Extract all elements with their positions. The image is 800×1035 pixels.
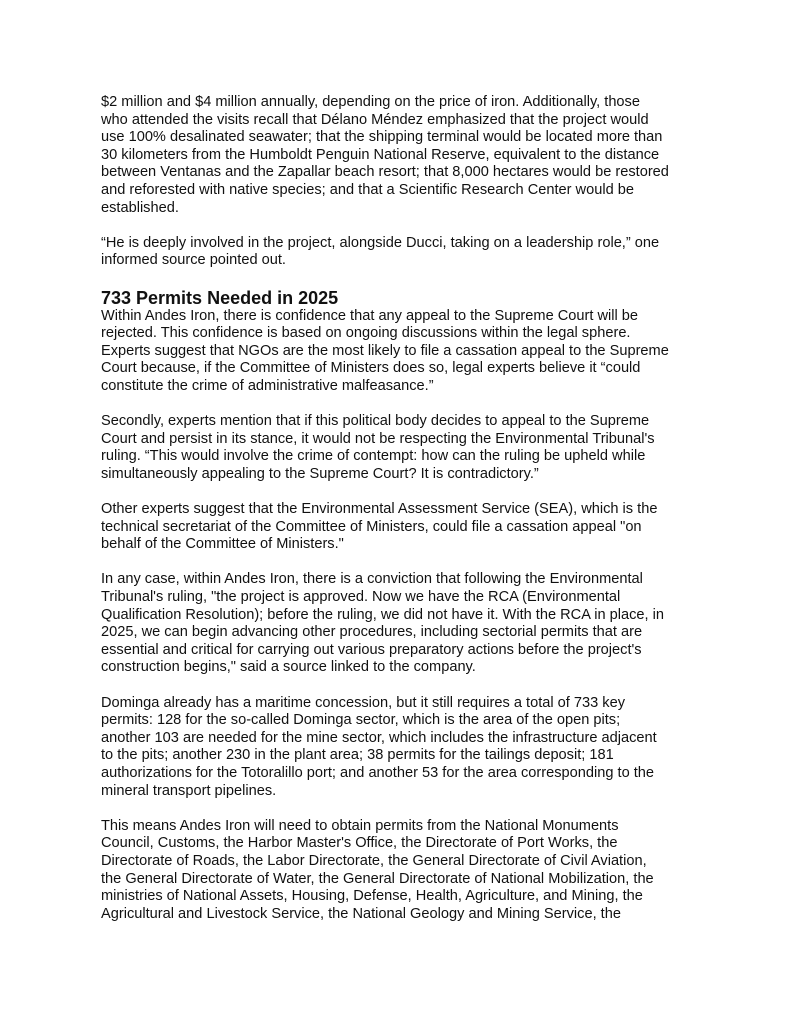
text-line: between Ventanas and the Zapallar beach resort; that 8,000 hectares would be restored <box>101 164 669 181</box>
section-heading: 733 Permits Needed in 2025 <box>101 287 339 308</box>
text-line: Dominga already has a maritime concession, but it still requires a total of 733 key <box>101 694 626 711</box>
text-line: Within Andes Iron, there is confidence that any appeal to the Supreme Court will be <box>101 307 639 324</box>
text-line: In any case, within Andes Iron, there is a conviction that following the Environmental <box>101 571 643 588</box>
text-line: construction begins," said a source linked to the company. <box>101 659 476 676</box>
text-line: Court and persist in its stance, it would not be respecting the Environmental Tribunal's <box>101 430 655 447</box>
text-line: 30 kilometers from the Humboldt Penguin National Reserve, equivalent to the distance <box>101 146 660 163</box>
paragraphs-bottom <box>101 308 701 924</box>
text-line: Qualification Resolution); before the ruling, we did not have it. With the RCA in place, in <box>101 606 664 623</box>
paragraph <box>101 501 701 554</box>
paragraph <box>101 695 701 801</box>
text-line: Secondly, experts mention that if this political body decides to appeal to the Supreme <box>101 413 650 430</box>
text-line: simultaneously appealing to the Supreme Court? It is contradictory.” <box>101 465 539 482</box>
text-line: established. <box>101 199 179 216</box>
text-line: rejected. This confidence is based on ongoing discussions within the legal sphere. <box>101 325 631 342</box>
text-line: ruling. “This would involve the crime of contempt: how can the ruling be upheld while <box>101 448 646 465</box>
paragraph <box>101 235 701 270</box>
paragraph <box>101 94 701 217</box>
text-line: Other experts suggest that the Environmental Assessment Service (SEA), which is the <box>101 501 658 518</box>
text-line: to the pits; another 230 in the plant area; 38 permits for the tailings deposit; 181 <box>101 747 614 764</box>
text-line: permits: 128 for the so-called Dominga sector, which is the area of the open pits; <box>101 712 621 729</box>
text-line: Experts suggest that NGOs are the most likely to file a cassation appeal to the Supreme <box>101 342 669 359</box>
text-line: another 103 are needed for the mine sector, which includes the infrastructure adjacent <box>101 729 657 746</box>
text-line: and reforested with native species; and that a Scientific Research Center would be <box>101 181 634 198</box>
text-line: informed source pointed out. <box>101 252 286 269</box>
text-line: constitute the crime of administrative malfeasance.” <box>101 377 434 394</box>
text-line: Directorate of Roads, the Labor Directorate, the General Directorate of Civil Aviation, <box>101 852 647 869</box>
text-line: ministries of National Assets, Housing, Defense, Health, Agriculture, and Mining, the <box>101 888 643 905</box>
paragraph <box>101 413 701 483</box>
text-line: Council, Customs, the Harbor Master's Office, the Directorate of Port Works, the <box>101 835 618 852</box>
text-line: essential and critical for carrying out various preparatory actions before the project's <box>101 641 642 658</box>
text-line: mineral transport pipelines. <box>101 782 277 799</box>
document-page <box>101 94 701 941</box>
paragraph <box>101 308 701 396</box>
text-line: technical secretariat of the Committee of Ministers, could file a cassation appeal "on <box>101 518 642 535</box>
paragraphs-top <box>101 94 701 270</box>
text-line: who attended the visits recall that Délano Méndez emphasized that the project would <box>101 111 649 128</box>
text-line: behalf of the Committee of Ministers." <box>101 536 344 553</box>
text-line: use 100% desalinated seawater; that the shipping terminal would be located more than <box>101 129 663 146</box>
text-line: the General Directorate of Water, the General Directorate of National Mobilization, the <box>101 870 654 887</box>
paragraph <box>101 571 701 677</box>
text-line: authorizations for the Totoralillo port; and another 53 for the area corresponding to the <box>101 764 655 781</box>
paragraph <box>101 818 701 924</box>
text-line: “He is deeply involved in the project, alongside Ducci, taking on a leadership role,” one <box>101 234 660 251</box>
text-line: Court because, if the Committee of Ministers does so, legal experts believe it “could <box>101 360 641 377</box>
text-line: Agricultural and Livestock Service, the National Geology and Mining Service, the <box>101 905 621 922</box>
text-line: 2025, we can begin advancing other procedures, including sectorial permits that are <box>101 624 643 641</box>
text-line: This means Andes Iron will need to obtain permits from the National Monuments <box>101 817 619 834</box>
text-line: Tribunal's ruling, "the project is approved. Now we have the RCA (Environmental <box>101 589 621 606</box>
text-line: $2 million and $4 million annually, depending on the price of iron. Additionally, those <box>101 94 640 110</box>
